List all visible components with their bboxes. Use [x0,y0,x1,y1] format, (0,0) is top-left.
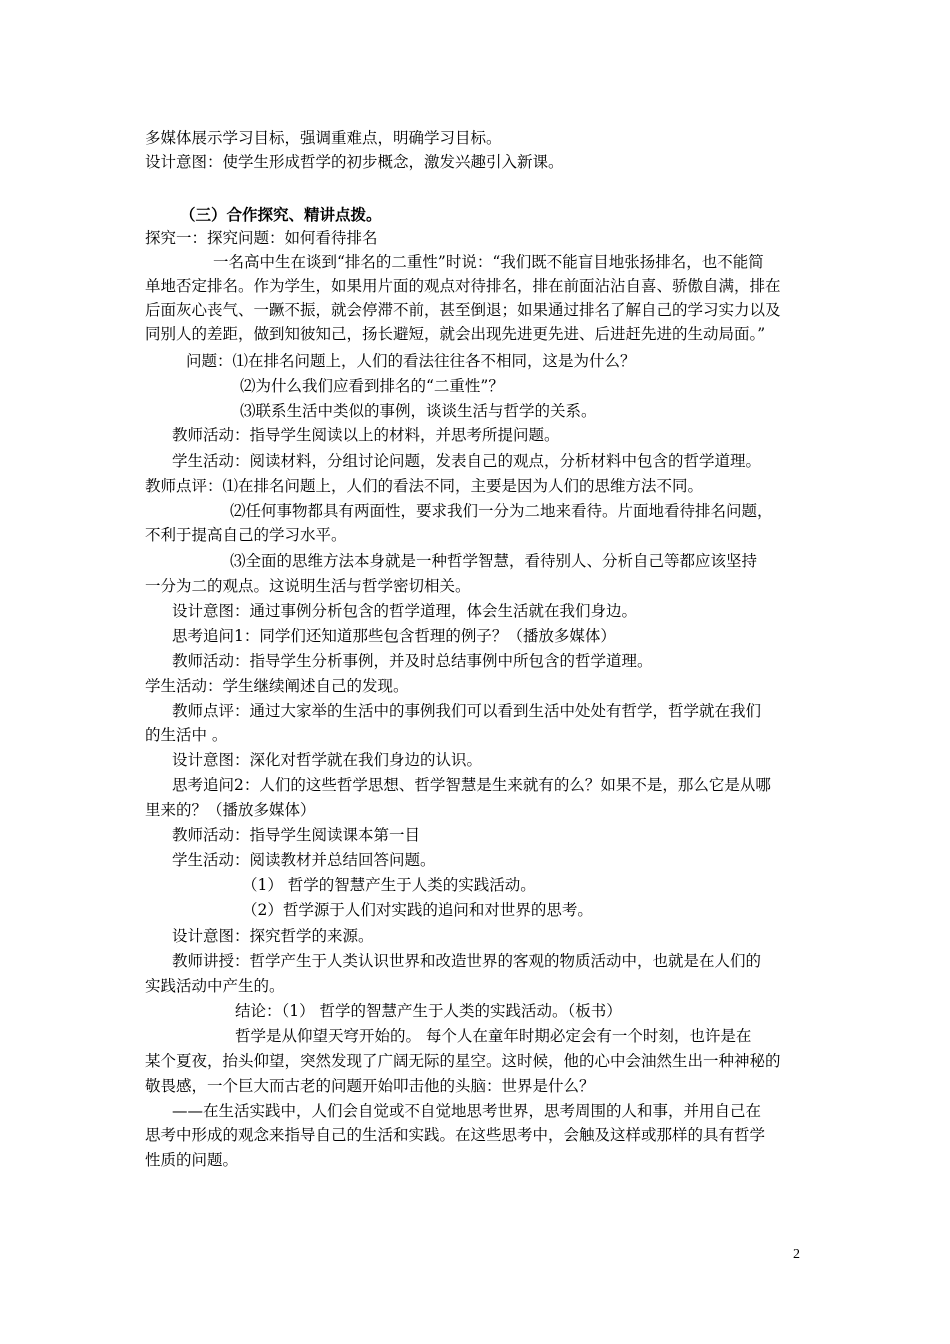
text-line: 教师讲授：哲学产生于人类认识世界和改造世界的客观的物质活动中，也就是在人们的 [172,952,762,970]
text-line: 学生活动：阅读材料，分组讨论问题，发表自己的观点，分析材料中包含的哲学道理。 [172,452,762,470]
text-line: （1） 哲学的智慧产生于人类的实践活动。 [242,876,536,894]
text-line: 探究一：探究问题：如何看待排名 [145,229,378,247]
text-line: （2）哲学源于人们对实践的追问和对世界的思考。 [242,901,593,919]
text-line: 里来的？（播放多媒体） [145,801,316,819]
page-number: 2 [793,1247,800,1262]
text-line: 单地否定排名。作为学生，如果用片面的观点对待排名，排在前面沾沾自喜、骄傲自满，排在 [145,277,781,295]
text-line: 设计意图：深化对哲学就在我们身边的认识。 [172,751,483,769]
text-line: 设计意图：通过事例分析包含的哲学道理，体会生活就在我们身边。 [172,602,638,620]
text-line: 实践活动中产生的。 [145,977,285,995]
text-line: ⑵为什么我们应看到排名的“二重性”？ [240,377,504,395]
text-line: 一名高中生在谈到“排名的二重性”时说：“我们既不能盲目地张扬排名，也不能简 [213,253,764,271]
text-line: 学生活动：阅读教材并总结回答问题。 [172,851,436,869]
text-line: 教师点评：通过大家举的生活中的事例我们可以看到生活中处处有哲学，哲学就在我们 [172,702,762,720]
text-line: ⑵任何事物都具有两面性，要求我们一分为二地来看待。片面地看待排名问题， [230,502,773,520]
text-line: 一分为二的观点。这说明生活与哲学密切相关。 [145,577,471,595]
text-line: 的生活中 。 [145,726,228,744]
text-line: 结论：（1） 哲学的智慧产生于人类的实践活动。（板书） [235,1002,622,1020]
text-line: 同别人的差距，做到知彼知己，扬长避短，就会出现先进更先进、后进赶先进的生动局面。” [145,325,766,343]
text-line: 设计意图：使学生形成哲学的初步概念，激发兴趣引入新课。 [145,153,564,171]
text-line: ——在生活实践中，人们会自觉或不自觉地思考世界，思考周围的人和事，并用自己在 [172,1102,762,1120]
text-line: 思考中形成的观念来指导自己的生活和实践。在这些思考中，会触及这样或那样的具有哲学 [145,1126,766,1144]
text-line: 教师活动：指导学生阅读课本第一目 [172,826,421,844]
section-heading: （三）合作探究、精讲点拨。 [180,205,382,224]
text-line: 哲学是从仰望天穹开始的。 每个人在童年时期必定会有一个时刻，也许是在 [235,1027,752,1045]
text-line: 教师点评：⑴在排名问题上，人们的看法不同，主要是因为人们的思维方法不同。 [145,477,704,495]
text-line: 不利于提高自己的学习水平。 [145,526,347,544]
text-line: 后面灰心丧气、一蹶不振，就会停滞不前，甚至倒退；如果通过排名了解自己的学习实力以及 [145,301,781,319]
text-line: 思考追问2：人们的这些哲学思想、哲学智慧是生来就有的么？如果不是，那么它是从哪 [172,776,771,794]
text-line: 教师活动：指导学生分析事例，并及时总结事例中所包含的哲学道理。 [172,652,653,670]
text-line: 某个夏夜，抬头仰望，突然发现了广阔无际的星空。这时候，他的心中会油然生出一种神秘的 [145,1052,781,1070]
text-line: 学生活动：学生继续阐述自己的发现。 [145,677,409,695]
text-line: 设计意图：探究哲学的来源。 [172,927,374,945]
text-line: 思考追问1：同学们还知道那些包含哲理的例子？（播放多媒体） [172,627,616,645]
text-line: 问题：⑴在排名问题上，人们的看法往往各不相同，这是为什么？ [186,352,636,370]
text-line: 教师活动：指导学生阅读以上的材料，并思考所提问题。 [172,426,560,444]
text-line: 多媒体展示学习目标，强调重难点，明确学习目标。 [145,129,502,147]
text-line: 敬畏感，一个巨大而古老的问题开始叩击他的头脑：世界是什么？ [145,1077,595,1095]
text-line: ⑶联系生活中类似的事例，谈谈生活与哲学的关系。 [240,402,597,420]
text-line: ⑶全面的思维方法本身就是一种哲学智慧，看待别人、分析自己等都应该坚持 [230,552,758,570]
text-line: 性质的问题。 [145,1151,239,1169]
